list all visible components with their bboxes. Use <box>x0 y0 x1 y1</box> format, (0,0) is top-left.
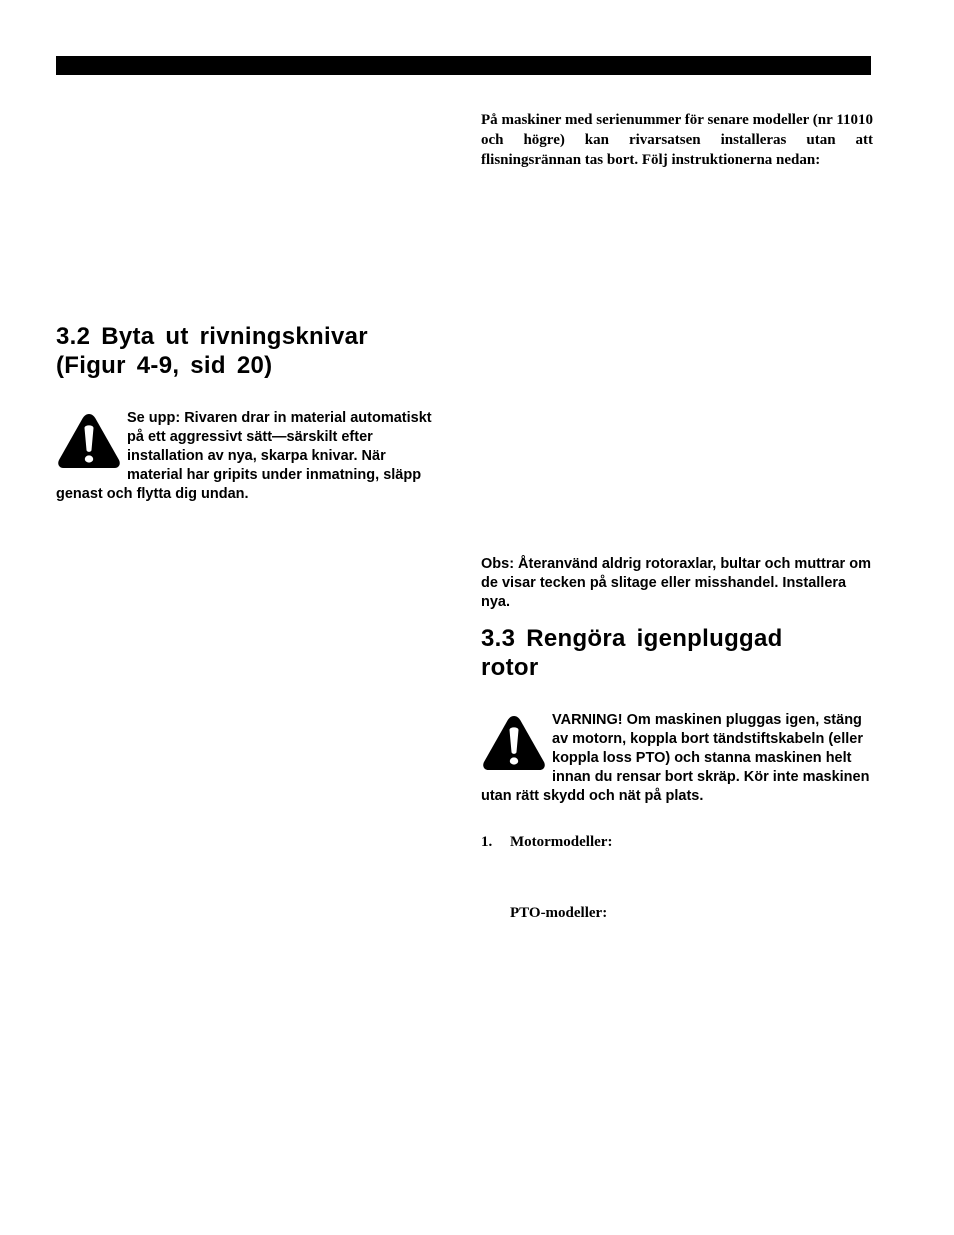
header-rule <box>56 56 871 75</box>
warning-triangle-icon <box>56 412 122 470</box>
warning-triangle-icon <box>481 714 547 772</box>
step-1-label: Motormodeller: <box>510 834 613 850</box>
intro-paragraph: På maskiner med serienummer för senare modeller (nr 11010 och högre) kan rivarsatsen installeras utan att flisningsrännan tas bort. Följ instruktionerna nedan: <box>481 112 873 168</box>
caution-notice <box>56 409 436 504</box>
step-1 <box>481 832 873 852</box>
section-3-3-heading <box>481 624 873 682</box>
warning-text: VARNING! Om maskinen pluggas igen, stäng av motorn, koppla bort tändstiftskabeln (eller koppla loss PTO) och stanna maskinen helt innan du rensar bort skräp. Kör inte maskinen utan rätt skydd och nät på plats. <box>481 712 870 804</box>
step-1-number: 1. <box>481 834 493 850</box>
section-3-2-heading-line1: 3.2 Byta ut rivningsknivar <box>56 323 368 350</box>
section-3-3-heading-line2: rotor <box>481 654 539 681</box>
warning-notice <box>481 711 873 806</box>
section-3-2-heading <box>56 322 436 380</box>
section-3-3-heading-line1: 3.3 Rengöra igenpluggad <box>481 625 783 652</box>
caution-text: Se upp: Rivaren drar in material automatiskt på ett aggressivt sätt—särskilt efter installation av nya, skarpa knivar. När material har gripits under inmatning, släpp genast och flytta dig undan. <box>56 410 432 502</box>
note-paragraph: Obs: Återanvänd aldrig rotoraxlar, bultar och muttrar om de visar tecken på slitage eller misshandel. Installera nya. <box>481 556 871 610</box>
section-3-2-heading-line2: (Figur 4-9, sid 20) <box>56 352 273 379</box>
pto-models-label: PTO-modeller: <box>510 905 608 921</box>
